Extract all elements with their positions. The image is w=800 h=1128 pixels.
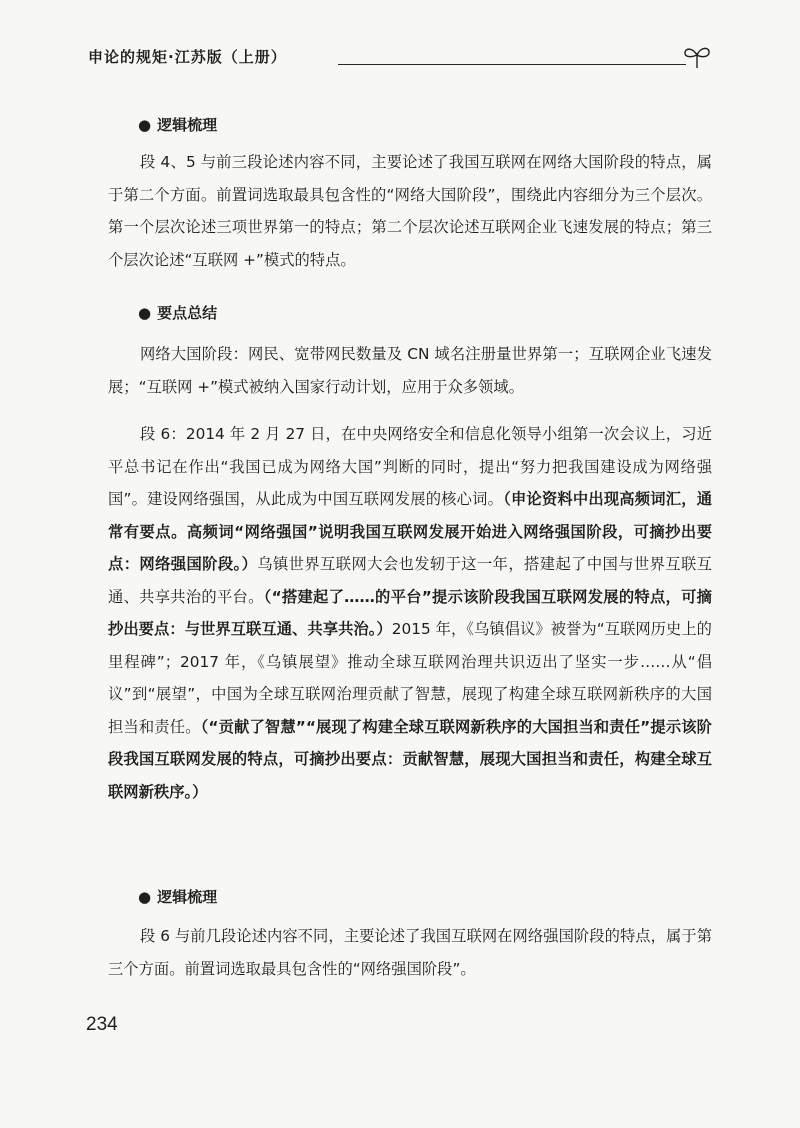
book-title: 申论的规矩·江苏版（上册） <box>88 48 287 66</box>
source-text: 段 6：2014 年 2 月 27 日，在中央网络安全和信息化领导小组第一次会议上，习近平总书记在作出“我国已成为网络大国”判断的同时，提出“努力把我国建设成为网络强国”。建设网络强国，从此成为中国互联网发展的核心词。 <box>108 425 712 508</box>
header-rule <box>338 64 686 65</box>
page-number: 234 <box>86 1014 118 1035</box>
annotation-text: （“搭建起了……的平台”提示该阶段我国互联网发展的特点，可摘抄出要点：与世界互联互通、共享共治。） <box>108 587 712 638</box>
paragraph <box>108 418 712 808</box>
sprout-icon <box>682 44 712 70</box>
section-heading: ● 逻辑梳理 <box>138 116 218 134</box>
paragraph: 网络大国阶段：网民、宽带网民数量及 CN 域名注册量世界第一；互联网企业飞速发展；“互联网 +”模式被纳入国家行动计划，应用于众多领域。 <box>108 345 712 396</box>
paragraph: 段 4、5 与前三段论述内容不同，主要论述了我国互联网在网络大国阶段的特点，属于第二个方面。前置词选取最具包含性的“网络大国阶段”，围绕此内容细分为三个层次。第一个层次论述三项世界第一的特点；第二个层次论述互联网企业飞速发展的特点；第三个层次论述“互联网 +”模式的特点。 <box>108 153 712 269</box>
section-heading: ● 逻辑梳理 <box>138 888 218 906</box>
source-text: 2015 年，《乌镇倡议》被誉为“互联网历史上的里程碑”；2017 年，《乌镇展望》推动全球互联网治理共识迈出了坚实一步……从“倡议”到“展望”，中国为全球互联网治理贡献了智慧，展现了构建全球互联网新秩序的大国担当和责任。 <box>108 620 712 736</box>
section-heading: ● 要点总结 <box>138 304 218 322</box>
paragraph: 段 6 与前几段论述内容不同，主要论述了我国互联网在网络强国阶段的特点，属于第三个方面。前置词选取最具包含性的“网络强国阶段”。 <box>108 927 712 978</box>
bullet-icon: ● <box>138 116 152 134</box>
running-header <box>88 44 712 74</box>
annotation-text: （“贡献了智慧”“展现了构建全球互联网新秩序的大国担当和责任”提示该阶段我国互联网发展的特点，可摘抄出要点：贡献智慧，展现大国担当和责任，构建全球互联网新秩序。） <box>108 717 712 801</box>
bullet-icon: ● <box>138 888 152 906</box>
annotation-text: （申论资料中出现高频词汇，通常有要点。高频词“网络强国”说明我国互联网发展开始进入网络强国阶段，可摘抄出要点：网络强国阶段。） <box>108 490 712 573</box>
bullet-icon: ● <box>138 304 152 322</box>
source-text: 乌镇世界互联网大会也发轫于这一年，搭建起了中国与世界互联互通、共享共治的平台。 <box>108 555 712 606</box>
